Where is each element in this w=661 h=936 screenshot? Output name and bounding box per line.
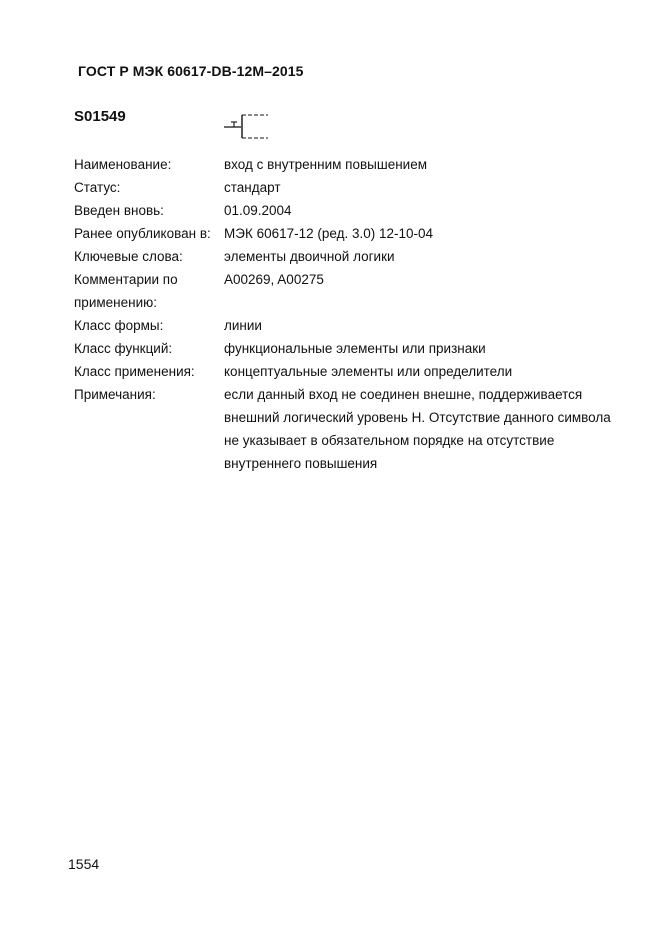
- field-value-form-class: линии: [224, 318, 262, 333]
- field-label-previously-published: Ранее опубликован в:: [74, 226, 211, 241]
- field-value-function-class: функциональные элементы или признаки: [224, 341, 486, 356]
- internal-pull-up-input-symbol-icon: [222, 110, 272, 142]
- field-value-keywords: элементы двоичной логики: [224, 249, 395, 264]
- field-label-name: Наименование:: [74, 157, 172, 172]
- symbol-code: S01549: [74, 108, 126, 125]
- field-label-function-class: Класс функций:: [74, 341, 173, 356]
- field-value-status: стандарт: [224, 180, 281, 195]
- field-label-status: Статус:: [74, 180, 121, 195]
- field-label-introduced: Введен вновь:: [74, 203, 164, 218]
- field-value-notes: если данный вход не соединен внешне, поддерживается внешний логический уровень H. Отсутствие данного символа не указывает в обязательном порядке на отсутствие внутреннего повышения: [224, 387, 611, 471]
- field-label-notes: Примечания:: [74, 387, 156, 402]
- field-value-application-comments: A00269, A00275: [224, 272, 324, 287]
- page-number: 1554: [68, 856, 100, 872]
- document-header-title: ГОСТ Р МЭК 60617-DB-12M–2015: [78, 63, 304, 79]
- field-label-form-class: Класс формы:: [74, 318, 164, 333]
- field-value-previously-published: МЭК 60617-12 (ред. 3.0) 12-10-04: [224, 226, 434, 241]
- field-value-name: вход с внутренним повышением: [224, 157, 427, 172]
- field-value-introduced: 01.09.2004: [224, 203, 292, 218]
- field-label-keywords: Ключевые слова:: [74, 249, 183, 264]
- field-label-application-comments: Комментарии по применению:: [74, 272, 178, 310]
- field-value-application-class: концептуальные элементы или определители: [224, 364, 513, 379]
- field-label-application-class: Класс применения:: [74, 364, 195, 379]
